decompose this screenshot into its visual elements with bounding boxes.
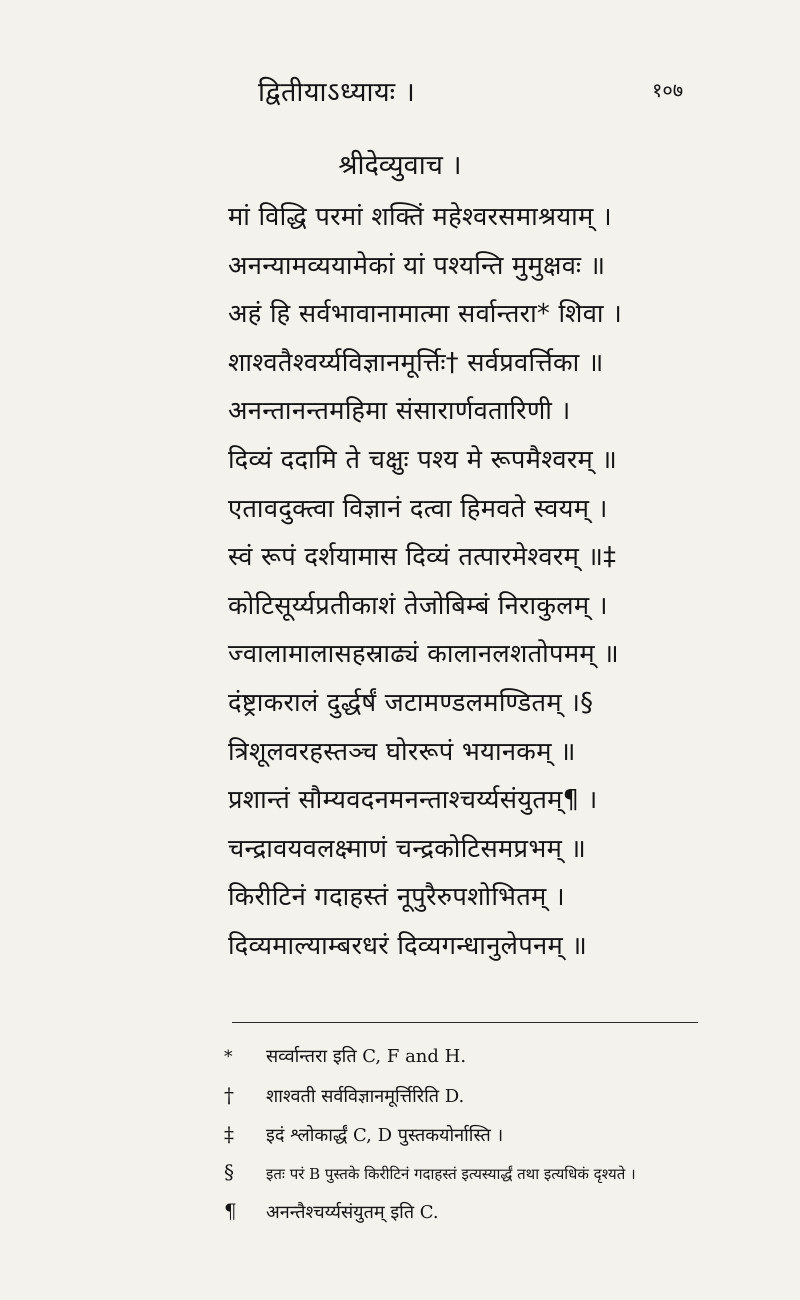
running-head [0, 72, 800, 112]
footnote-mark: ¶ [224, 1198, 237, 1223]
verse-line: कोटिसूर्य्यप्रतीकाशं तेजोबिम्बं निराकुलम् । [228, 590, 608, 621]
footnote [224, 1192, 784, 1230]
verse-line: शाश्वतैश्वर्य्यविज्ञानमूर्त्तिः† सर्वप्रवर्त्तिका ॥ [228, 347, 604, 378]
footnote-text: इतः परं B पुस्तके किरीटिनं गदाहस्तं इत्यस्यार्द्धं तथा इत्यधिकं दृश्यते । [266, 1165, 636, 1184]
verse-line: दिव्यमाल्याम्बरधरं दिव्यगन्धानुलेपनम् ॥ [228, 930, 588, 961]
footnote [224, 1076, 784, 1114]
footnote-mark: ‡ [224, 1121, 234, 1146]
footnote-text: अनन्तैश्चर्य्यसंयुतम् इति C. [266, 1201, 439, 1223]
footnote-mark: § [224, 1160, 234, 1185]
verse-line: अहं हि सर्वभावानामात्मा सर्वान्तरा* शिवा । [228, 299, 623, 330]
verse-line: ज्वालामालासहस्राढ्यं कालानलशतोपमम् ॥ [228, 639, 619, 670]
footnote-mark: * [224, 1047, 233, 1067]
verse-line: मां विद्धि परमां शक्तिं महेश्वरसमाश्रयाम् । [228, 202, 612, 232]
verse-line: स्वं रूपं दर्शयामास दिव्यं तत्पारमेश्वरम् ॥‡ [228, 542, 617, 573]
footnote [224, 1153, 784, 1191]
footnotes [224, 1038, 784, 1230]
verse-line: प्रशान्तं सौम्यवदनमनन्ताश्चर्य्यसंयुतम्¶ । [228, 785, 598, 816]
footnote [224, 1038, 784, 1076]
verse-line: अनन्तानन्तमहिमा संसारार्णवतारिणी । [228, 396, 571, 427]
footnote-text: शाश्वती सर्वविज्ञानमूर्त्तिरिति D. [266, 1086, 465, 1108]
footnote-divider [232, 1022, 698, 1023]
verse-line: चन्द्रावयवलक्ष्माणं चन्द्रकोटिसमप्रभम् ॥ [228, 833, 587, 864]
footnote-mark: † [224, 1083, 234, 1108]
verse-line: एतावदुक्त्वा विज्ञानं दत्वा हिमवते स्वयम् । [228, 493, 608, 524]
page-number: १०७ [652, 78, 684, 102]
verse-line: दंष्ट्राकरालं दुर्द्धर्षं जटामण्डलमण्डितम् ।§ [228, 687, 594, 718]
section-heading: श्रीदेव्युवाच । [338, 150, 462, 181]
verse-block [228, 193, 788, 971]
running-title: द्वितीयाऽध्यायः । [258, 77, 416, 108]
verse-line: त्रिशूलवरहस्तञ्च घोररूपं भयानकम् ॥ [228, 736, 576, 767]
footnote-text: इदं श्लोकार्द्धं C, D पुस्तकयोर्नास्ति । [266, 1124, 504, 1146]
verse-line: किरीटिनं गदाहस्तं नूपुरैरुपशोभितम् । [228, 882, 565, 913]
verse-line: दिव्यं ददामि ते चक्षुः पश्य मे रूपमैश्वरम् ॥ [228, 444, 618, 475]
footnote [224, 1115, 784, 1153]
verse-line: अनन्यामव्ययामेकां यां पश्यन्ति मुमुक्षवः ॥ [228, 250, 606, 281]
footnote-text: सर्व्वान्तरा इति C, F and H. [266, 1046, 467, 1067]
